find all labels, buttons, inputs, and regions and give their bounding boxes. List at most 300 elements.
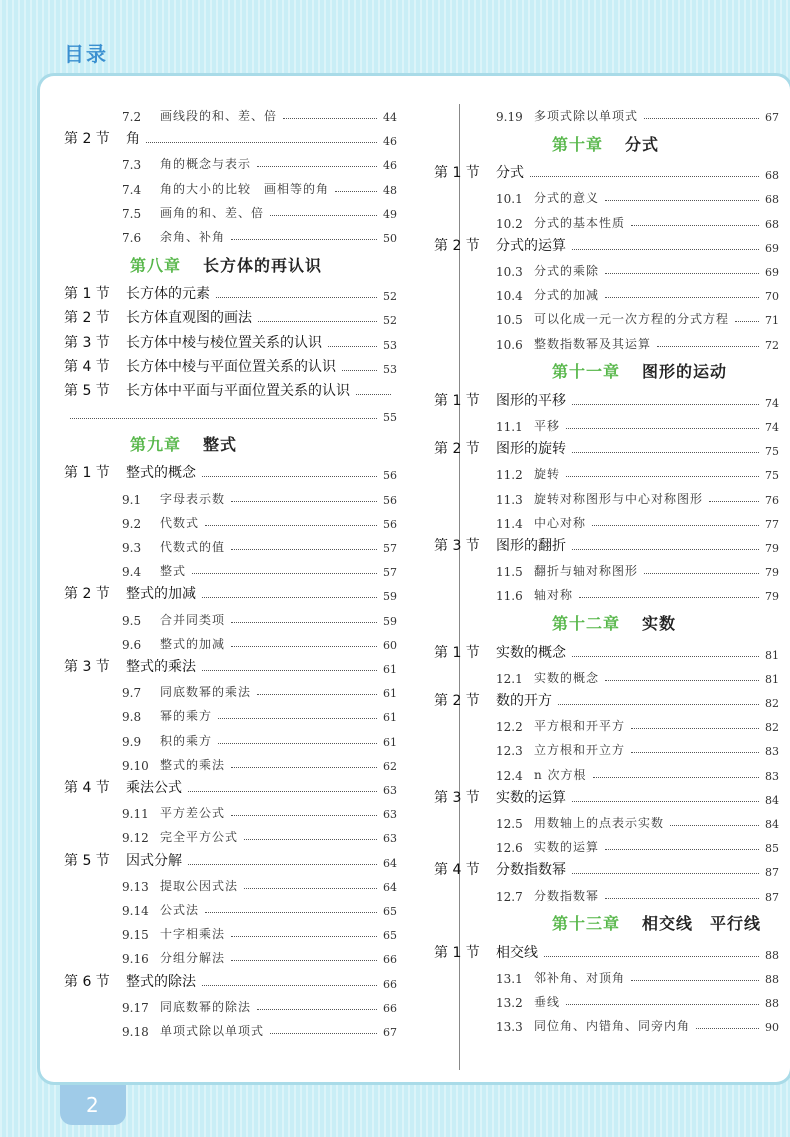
subsection-entry [496, 966, 779, 986]
subsection-entry [122, 946, 397, 966]
subsection-title: 合并同类项 [160, 612, 226, 627]
subsection-title: 角的概念与表示 [160, 157, 252, 172]
page-ref: 79 [765, 566, 779, 580]
page-ref: 46 [383, 159, 397, 173]
dot-leader [231, 501, 377, 502]
page-ref: 79 [765, 590, 779, 604]
dot-leader [579, 597, 759, 598]
subsection-entry [496, 559, 779, 579]
subsection-entry [496, 763, 779, 783]
subsection-number: 7.4 [122, 182, 142, 197]
section-title: 实数的概念 [496, 644, 566, 661]
section-label: 第 3 节 [64, 334, 110, 351]
dot-leader [231, 239, 377, 240]
subsection-number: 11.2 [496, 468, 523, 483]
dot-leader [572, 404, 759, 405]
dot-leader [270, 1033, 377, 1034]
subsection-title: 翻折与轴对称图形 [534, 564, 639, 579]
subsection-entry [122, 753, 397, 773]
dot-leader [558, 704, 759, 705]
section-entry [64, 656, 397, 676]
dot-leader [205, 912, 377, 913]
section-label: 第 2 节 [64, 131, 110, 148]
subsection-number: 9.2 [122, 516, 142, 531]
subsection-number: 10.5 [496, 313, 523, 328]
page-ref: 71 [765, 314, 779, 328]
section-entry [434, 162, 779, 182]
dot-leader [631, 225, 759, 226]
subsection-number: 9.18 [122, 1025, 149, 1039]
page-ref: 63 [383, 832, 397, 846]
dot-leader [605, 200, 759, 201]
page-ref: 77 [765, 517, 779, 531]
subsection-title: 分式的基本性质 [534, 215, 626, 230]
dot-leader [244, 839, 377, 840]
page-ref: 87 [765, 890, 779, 904]
dot-leader [216, 297, 377, 298]
page-ref: 65 [383, 929, 397, 943]
subsection-entry [496, 211, 779, 231]
section-label: 第 2 节 [434, 237, 480, 254]
chapter-heading [130, 430, 237, 456]
subsection-title: 画角的和、差、倍 [160, 205, 265, 220]
section-entry [64, 356, 397, 376]
dot-leader [572, 549, 759, 550]
subsection-number: 9.17 [122, 1000, 149, 1015]
subsection-title: 代数式的值 [160, 540, 226, 554]
chapter-heading [552, 358, 727, 384]
chapter-title: 实数 [642, 614, 677, 634]
dot-leader [631, 728, 759, 729]
subsection-entry [496, 714, 779, 734]
page-number-badge [60, 1085, 126, 1125]
subsection-number: 9.10 [122, 758, 149, 773]
section-label: 第 6 节 [64, 973, 110, 990]
subsection-title: 可以化成一元一次方程的分式方程 [534, 312, 730, 327]
dot-leader [188, 864, 377, 865]
subsection-number: 9.19 [496, 110, 523, 124]
subsection-title: 垂线 [534, 995, 561, 1010]
dot-leader [218, 743, 377, 744]
subsection-title: 代数式 [160, 515, 200, 530]
chapter-number: 第十三章 [552, 914, 621, 934]
subsection-entry [122, 632, 397, 652]
page-ref: 67 [383, 1026, 397, 1039]
dot-leader [335, 191, 377, 192]
chapter-heading [130, 251, 322, 277]
section-title: 整式的加减 [126, 586, 196, 603]
subsection-number: 7.2 [122, 110, 142, 124]
subsection-number: 11.6 [496, 589, 523, 604]
subsection-number: 9.5 [122, 613, 142, 628]
page-ref: 88 [765, 973, 779, 986]
dot-leader [202, 670, 377, 671]
section-label: 第 3 节 [434, 789, 480, 806]
chapter-number: 第十章 [552, 134, 604, 154]
section-entry [434, 235, 779, 255]
section-title: 图形的翻折 [496, 538, 566, 554]
page-ref: 81 [765, 648, 779, 662]
page-ref: 56 [383, 493, 397, 507]
subsection-entry [122, 152, 397, 172]
subsection-number: 9.6 [122, 637, 142, 652]
chapter-number: 第十二章 [552, 614, 621, 634]
page-ref: 67 [765, 111, 779, 124]
chapter-title: 长方体的再认识 [203, 255, 323, 275]
subsection-entry [496, 511, 779, 531]
section-entry [434, 390, 779, 410]
dot-leader [231, 646, 377, 647]
page-ref: 84 [765, 793, 779, 807]
subsection-entry [122, 535, 397, 555]
subsection-title: 邻补角、对顶角 [534, 971, 626, 985]
chapter-title: 分式 [625, 134, 660, 154]
subsection-entry [496, 666, 779, 686]
subsection-entry [496, 811, 779, 831]
subsection-number: 11.4 [496, 516, 523, 531]
page-ref: 56 [383, 469, 397, 483]
page-ref: 85 [765, 842, 779, 856]
dot-leader [709, 501, 759, 502]
subsection-title: 轴对称 [534, 588, 574, 603]
dot-leader [572, 801, 759, 802]
dot-leader [328, 346, 377, 347]
chapter-title: 整式 [203, 434, 238, 454]
subsection-entry [122, 995, 397, 1015]
subsection-title: 同底数幂的除法 [160, 999, 252, 1014]
dot-leader [231, 936, 377, 937]
page-ref: 69 [765, 241, 779, 255]
subsection-number: 12.3 [496, 744, 523, 759]
subsection-title: n 次方根 [534, 767, 587, 782]
subsection-title: 画线段的和、差、倍 [160, 109, 278, 123]
section-title: 图形的旋转 [496, 441, 566, 458]
page-ref: 75 [765, 469, 779, 483]
section-title: 长方体的元素 [126, 286, 210, 303]
subsection-entry [496, 259, 779, 279]
subsection-number: 9.4 [122, 565, 142, 580]
subsection-title: 平移 [534, 419, 561, 433]
dot-leader [244, 888, 377, 889]
subsection-title: 中心对称 [534, 515, 587, 530]
section-entry [434, 642, 779, 662]
subsection-title: 用数轴上的点表示实数 [534, 816, 665, 830]
section-title: 角 [126, 131, 140, 148]
toc-card [40, 76, 790, 1082]
page-ref: 68 [765, 217, 779, 231]
page-ref: 87 [765, 866, 779, 880]
subsection-title: 整数指数幂及其运算 [534, 336, 652, 351]
page-ref: 88 [765, 997, 779, 1011]
subsection-title: 分式的加减 [534, 288, 600, 303]
dot-leader [605, 297, 759, 298]
subsection-title: 完全平方公式 [160, 830, 239, 845]
dot-leader [566, 476, 759, 477]
section-title: 分式 [496, 165, 524, 182]
dot-leader [592, 525, 759, 526]
section-entry [434, 859, 779, 879]
subsection-title: 立方根和开立方 [534, 743, 626, 758]
dot-leader [202, 597, 377, 598]
chapter-heading [552, 910, 761, 936]
page-ref: 53 [383, 362, 397, 376]
page-ref: 74 [765, 396, 779, 410]
subsection-title: 实数的运算 [534, 840, 600, 855]
dot-leader [605, 273, 759, 274]
section-entry [434, 942, 779, 962]
page-ref: 82 [765, 697, 779, 710]
dot-leader [735, 321, 759, 322]
dot-leader [218, 718, 377, 719]
section-title: 实数的运算 [496, 789, 566, 806]
subsection-number: 12.1 [496, 671, 523, 686]
page-ref: 88 [765, 948, 779, 962]
subsection-number: 12.6 [496, 841, 523, 856]
page-ref: 68 [765, 193, 779, 207]
chapter-number: 第九章 [130, 434, 182, 454]
section-label: 第 2 节 [64, 586, 110, 603]
section-entry [434, 787, 779, 807]
page-ref: 53 [383, 338, 397, 352]
subsection-entry [122, 177, 397, 197]
page-ref: 76 [765, 493, 779, 507]
section-title: 数的开方 [496, 693, 552, 709]
chapter-title: 图形的运动 [642, 362, 728, 382]
subsection-entry [122, 608, 397, 628]
section-label: 第 4 节 [64, 780, 110, 796]
section-entry [434, 690, 779, 710]
subsection-entry [496, 738, 779, 758]
page-ref: 48 [383, 183, 397, 197]
section-label: 第 3 节 [434, 538, 480, 554]
section-label: 第 1 节 [434, 392, 480, 409]
dot-leader [593, 777, 759, 778]
dot-leader [530, 176, 759, 177]
dot-leader [657, 346, 759, 347]
dot-leader [605, 849, 759, 850]
section-entry [434, 438, 779, 458]
subsection-entry [496, 583, 779, 603]
subsection-entry [122, 874, 397, 894]
subsection-entry [496, 1014, 779, 1034]
subsection-entry [122, 922, 397, 942]
subsection-number: 9.13 [122, 879, 149, 894]
dot-leader [146, 142, 377, 143]
subsection-entry [496, 884, 779, 904]
subsection-entry [122, 1019, 397, 1039]
section-label: 第 2 节 [434, 693, 480, 709]
section-entry [64, 971, 397, 991]
section-title: 相交线 [496, 944, 538, 961]
page-ref: 66 [383, 953, 397, 967]
page-ref: 83 [765, 745, 779, 759]
subsection-title: 余角、补角 [160, 230, 226, 244]
subsection-entry [122, 201, 397, 221]
dot-leader [188, 791, 377, 792]
subsection-title: 多项式除以单项式 [534, 109, 639, 123]
page-ref: 65 [383, 905, 397, 918]
dot-leader [572, 452, 759, 453]
dot-leader [644, 118, 759, 119]
section-title: 因式分解 [126, 852, 182, 869]
section-label: 第 1 节 [64, 286, 110, 303]
subsection-title: 分组分解法 [160, 951, 226, 966]
dot-leader [283, 118, 377, 119]
dot-leader [258, 321, 377, 322]
subsection-number: 10.1 [496, 192, 523, 207]
dot-leader [631, 752, 759, 753]
subsection-entry [122, 704, 397, 724]
page-ref: 44 [383, 111, 397, 124]
subsection-entry [496, 414, 779, 434]
subsection-title: 公式法 [160, 903, 200, 917]
dot-leader [572, 873, 759, 874]
subsection-number: 9.11 [122, 807, 149, 822]
chapter-number: 第十一章 [552, 362, 621, 382]
section-entry [64, 583, 397, 603]
subsection-number: 12.5 [496, 817, 523, 831]
dot-leader [231, 549, 377, 550]
page-ref: 61 [383, 687, 397, 701]
page-ref: 63 [383, 808, 397, 822]
section-label: 第 2 节 [64, 310, 110, 327]
page-ref: 64 [383, 856, 397, 870]
page-ref: 60 [383, 638, 397, 652]
page-ref: 79 [765, 542, 779, 555]
subsection-entry [496, 104, 779, 124]
subsection-entry [496, 990, 779, 1010]
subsection-number: 7.6 [122, 231, 142, 245]
dot-leader [605, 680, 759, 681]
subsection-title: 旋转 [534, 467, 561, 482]
subsection-entry [496, 307, 779, 327]
dot-leader [231, 815, 377, 816]
page-ref: 50 [383, 232, 397, 245]
page-ref: 56 [383, 517, 397, 531]
page-ref: 81 [765, 672, 779, 686]
section-title: 分数指数幂 [496, 862, 566, 879]
dot-leader [544, 956, 759, 957]
subsection-title: 十字相乘法 [160, 927, 226, 942]
page-ref: 68 [765, 169, 779, 183]
section-label: 第 1 节 [64, 465, 110, 482]
subsection-number: 12.7 [496, 889, 523, 904]
subsection-title: 平方差公式 [160, 806, 226, 821]
subsection-title: 角的大小的比较 画相等的角 [160, 181, 330, 196]
section-title: 长方体直观图的画法 [126, 310, 252, 327]
subsection-number: 13.3 [496, 1020, 523, 1035]
page-number: 2 [86, 1093, 99, 1117]
subsection-number: 11.1 [496, 420, 523, 434]
dot-leader [192, 573, 377, 574]
page-ref: 64 [383, 880, 397, 894]
subsection-entry [122, 559, 397, 579]
subsection-entry [496, 835, 779, 855]
subsection-entry [122, 729, 397, 749]
subsection-entry [122, 511, 397, 531]
subsection-entry [496, 487, 779, 507]
page-ref: 83 [765, 769, 779, 783]
dot-leader [356, 394, 391, 395]
continued-entry [64, 404, 397, 424]
page-ref: 61 [383, 711, 397, 725]
subsection-title: 整式 [160, 564, 187, 579]
page-ref: 72 [765, 338, 779, 352]
section-label: 第 1 节 [434, 644, 480, 661]
section-label: 第 1 节 [434, 944, 480, 961]
page-ref: 82 [765, 721, 779, 735]
subsection-entry [122, 801, 397, 821]
dot-leader [670, 825, 759, 826]
subsection-title: 单项式除以单项式 [160, 1024, 265, 1038]
dot-leader [257, 1009, 377, 1010]
dot-leader [566, 1004, 759, 1005]
section-entry [64, 850, 397, 870]
subsection-entry [496, 332, 779, 352]
page-ref: 49 [383, 207, 397, 221]
page-ref: 84 [765, 818, 779, 831]
subsection-title: 实数的概念 [534, 670, 600, 685]
subsection-number: 9.7 [122, 686, 142, 701]
dot-leader [202, 476, 377, 477]
section-entry [64, 380, 397, 400]
subsection-number: 10.4 [496, 289, 523, 304]
dot-leader [572, 249, 759, 250]
page-ref: 61 [383, 735, 397, 749]
page-ref: 90 [765, 1021, 779, 1035]
page-title: 目录 [64, 42, 108, 66]
page-ref: 69 [765, 266, 779, 279]
subsection-entry [122, 825, 397, 845]
section-title: 整式的概念 [126, 465, 196, 482]
subsection-number: 10.3 [496, 265, 523, 279]
section-entry [64, 283, 397, 303]
subsection-number: 10.2 [496, 216, 523, 231]
subsection-number: 12.2 [496, 720, 523, 735]
section-label: 第 1 节 [434, 165, 480, 182]
subsection-entry [496, 283, 779, 303]
dot-leader [205, 525, 377, 526]
page-ref: 70 [765, 290, 779, 304]
dot-leader [231, 960, 377, 961]
subsection-title: 分式的意义 [534, 191, 600, 206]
subsection-title: 提取公因式法 [160, 878, 239, 893]
section-title: 整式的乘法 [126, 659, 196, 675]
subsection-number: 12.4 [496, 768, 523, 783]
dot-leader [270, 215, 377, 216]
page-ref: 63 [383, 784, 397, 797]
dot-leader [70, 418, 377, 419]
dot-leader [572, 656, 759, 657]
section-label: 第 5 节 [64, 852, 110, 869]
page-ref: 52 [383, 290, 397, 304]
subsection-number: 9.1 [122, 492, 142, 507]
subsection-entry [496, 186, 779, 206]
subsection-title: 字母表示数 [160, 491, 226, 506]
section-label: 第 2 节 [434, 441, 480, 458]
page-ref: 62 [383, 759, 397, 773]
subsection-number: 9.9 [122, 734, 142, 749]
subsection-title: 整式的加减 [160, 636, 226, 651]
section-title: 乘法公式 [126, 780, 182, 796]
section-title: 图形的平移 [496, 392, 566, 409]
dot-leader [644, 573, 759, 574]
page-ref: 46 [383, 135, 397, 149]
dot-leader [605, 898, 759, 899]
page-ref: 57 [383, 542, 397, 555]
page-ref: 61 [383, 663, 397, 676]
subsection-title: 平方根和开平方 [534, 719, 626, 734]
